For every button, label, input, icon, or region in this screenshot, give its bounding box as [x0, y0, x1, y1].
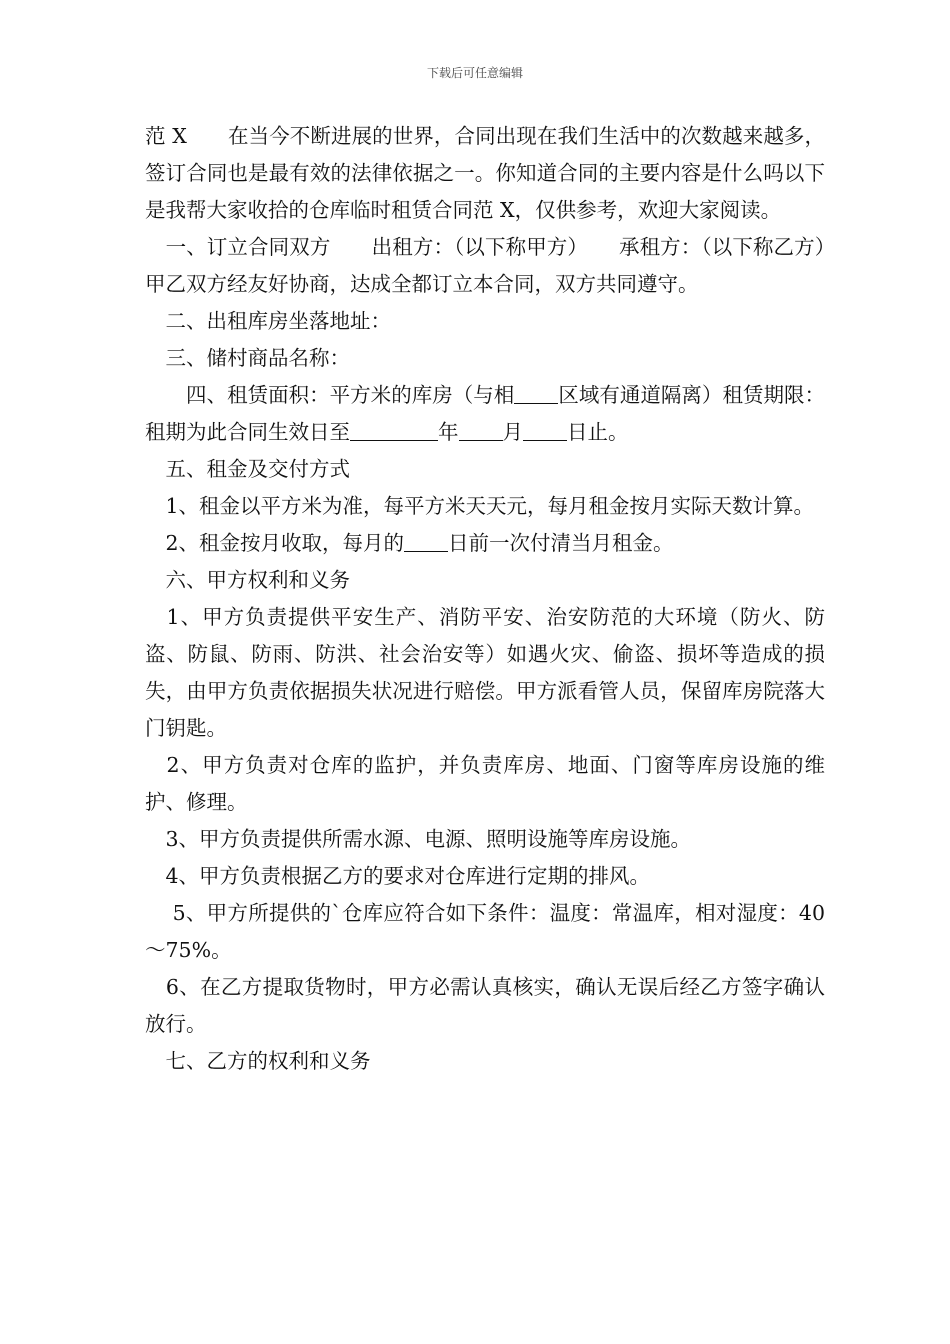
- section-4-area: [145, 377, 825, 451]
- section-6-lessor-rights: 六、甲方权利和义务: [145, 568, 350, 592]
- blank-line: [404, 531, 448, 553]
- blank-line: [459, 420, 503, 442]
- section-6-item-5: 5、甲方所提供的`仓库应符合如下条件：温度：常温库，相对湿度：40～75%。: [145, 901, 825, 962]
- section-4-text-d: 月: [502, 420, 523, 444]
- section-6-item-2: 2、甲方负责对仓库的监护，并负责库房、地面、门窗等库房设施的维护、修理。: [145, 753, 825, 814]
- blank-line: [350, 420, 438, 442]
- section-5-rent: 五、租金及交付方式: [145, 457, 350, 481]
- intro-paragraph: 范 X 在当今不断进展的世界，合同出现在我们生活中的次数越来越多，签订合同也是最有效的法律依据之一。你知道合同的主要内容是什么吗以下是我帮大家收拾的仓库临时租赁合同范 X，仅供参考，欢迎大家阅读。: [145, 124, 825, 222]
- section-6-item-6: 6、在乙方提取货物时，甲方必需认真核实，确认无误后经乙方签字确认放行。: [145, 975, 825, 1036]
- section-5-item-1: 1、租金以平方米为准，每平方米天天元，每月租金按月实际天数计算。: [145, 494, 815, 518]
- page-header: 下载后可任意编辑: [426, 66, 523, 80]
- section-6-item-3: 3、甲方负责提供所需水源、电源、照明设施等库房设施。: [145, 827, 692, 851]
- section-2-address: 二、出租库房坐落地址：: [145, 309, 391, 333]
- section-6-item-1: 1、甲方负责提供平安生产、消防平安、治安防范的大环境（防火、防盗、防鼠、防雨、防洪、社会治安等）如遇火灾、偷盗、损坏等造成的损失，由甲方负责依据损失状况进行赔偿。甲方派看管人员，保留库房院落大门钥匙。: [145, 605, 825, 740]
- contract-body: [145, 118, 866, 1080]
- blank-line: [514, 383, 558, 405]
- section-5-item-2: [145, 525, 825, 562]
- section-5-item-2-text-b: 日前一次付清当月租金。: [448, 531, 674, 555]
- section-5-item-2-text-a: 2、租金按月收取，每月的: [145, 531, 405, 555]
- section-4-text-a: 四、租赁面积：平方米的库房（与相: [145, 383, 515, 407]
- section-1-parties: 一、订立合同双方 出租方：（以下称甲方） 承租方：（以下称乙方） 甲乙双方经友好协商，达成全都订立本合同，双方共同遵守。: [145, 235, 866, 296]
- blank-line: [523, 420, 567, 442]
- section-7-lessee-rights: 七、乙方的权利和义务: [145, 1049, 371, 1073]
- section-3-goods: 三、储村商品名称：: [145, 346, 350, 370]
- section-4-text-b: 区域有通道隔离）租赁期限：租期为此合同生效日至: [145, 383, 826, 444]
- section-6-item-4: 4、甲方负责根据乙方的要求对仓库进行定期的排风。: [145, 864, 651, 888]
- section-4-text-e: 日止。: [567, 420, 629, 444]
- section-4-text-c: 年: [438, 420, 459, 444]
